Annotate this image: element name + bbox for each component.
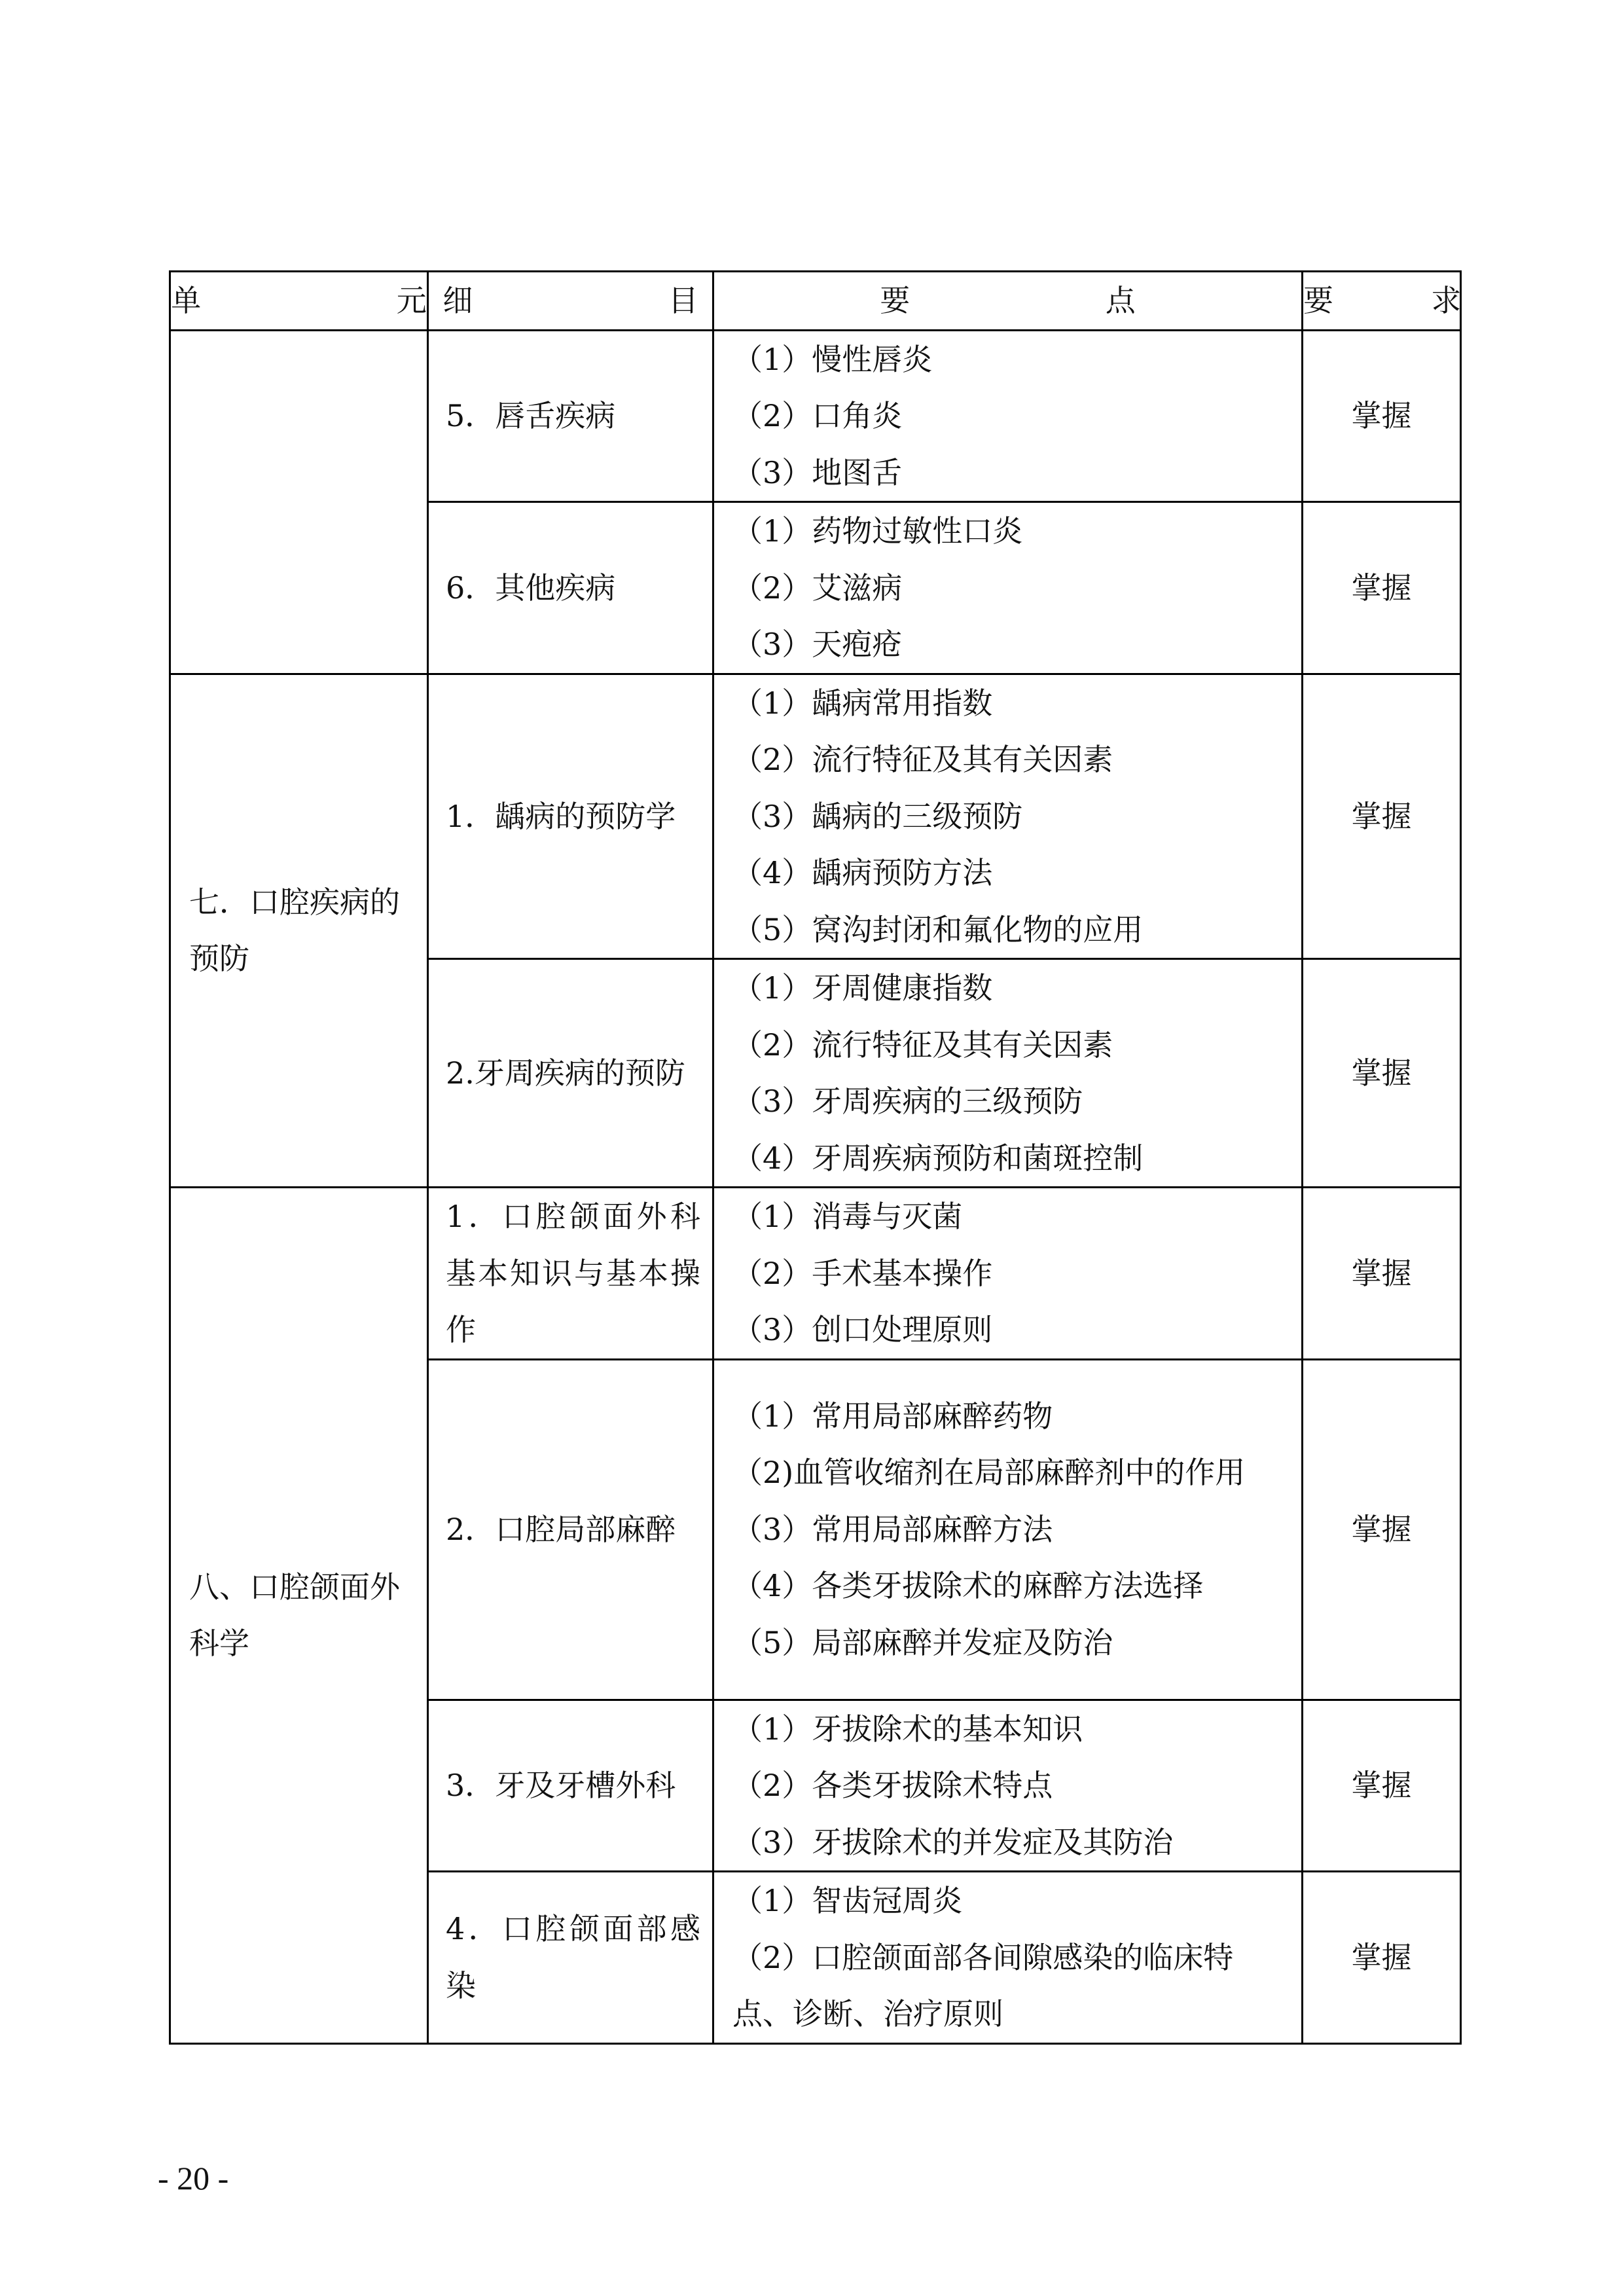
points-cell (713, 1872, 1303, 2044)
header-item: 细 目 (428, 272, 713, 331)
requirement-cell: 掌握 (1303, 1872, 1461, 2044)
item-cell: 1．龋病的预防学 (428, 674, 713, 959)
point-item: （1）消毒与灭菌 (732, 1199, 963, 1234)
item-cell: 2.牙周疾病的预防 (428, 959, 713, 1188)
points-cell (713, 1188, 1303, 1360)
point-item: （5）窝沟封闭和氟化物的应用 (732, 911, 1144, 947)
point-item: （2）口腔颌面部各间隙感染的临床特点、诊断、治疗原则 (732, 1939, 1234, 2032)
point-item: （1）常用局部麻醉药物 (732, 1398, 1053, 1434)
requirement-cell: 掌握 (1303, 959, 1461, 1188)
syllabus-table (169, 270, 1462, 2045)
point-item: （1）牙拔除术的基本知识 (732, 1711, 1083, 1747)
item-cell: 4．口腔颌面部感染 (428, 1872, 713, 2044)
point-item: （3）牙周疾病的三级预防 (732, 1084, 1083, 1119)
point-item: （5）局部麻醉并发症及防治 (732, 1624, 1113, 1660)
requirement-cell: 掌握 (1303, 330, 1461, 502)
unit-cell: 八、口腔颌面外科学 (170, 1188, 428, 2044)
table-header-row (170, 272, 1461, 331)
points-cell (713, 674, 1303, 959)
table-row (170, 674, 1461, 959)
header-requirement: 要 求 (1303, 272, 1461, 331)
point-item: （3）天疱疮 (732, 627, 903, 662)
item-cell: 6．其他疾病 (428, 502, 713, 674)
point-item: （2）各类牙拔除术特点 (732, 1768, 1053, 1803)
point-item: （2）手术基本操作 (732, 1255, 993, 1291)
point-item: （2）流行特征及其有关因素 (732, 1027, 1113, 1063)
point-item: （1）智齿冠周炎 (732, 1883, 963, 1918)
item-cell: 5．唇舌疾病 (428, 330, 713, 502)
item-cell: 3．牙及牙槽外科 (428, 1700, 713, 1872)
points-cell (713, 330, 1303, 502)
point-item: （1）慢性唇炎 (732, 341, 933, 377)
points-cell (713, 1700, 1303, 1872)
requirement-cell: 掌握 (1303, 1188, 1461, 1360)
point-item: （3）龋病的三级预防 (732, 798, 1023, 834)
point-item: （3）地图舌 (732, 454, 903, 490)
requirement-cell: 掌握 (1303, 1700, 1461, 1872)
point-item: （4）各类牙拔除术的麻醉方法选择 (732, 1568, 1204, 1604)
point-item: （2）流行特征及其有关因素 (732, 742, 1113, 777)
point-item: （1）龋病常用指数 (732, 685, 993, 721)
page-number: - 20 - (158, 2160, 229, 2196)
point-item: （3）牙拔除术的并发症及其防治 (732, 1824, 1174, 1860)
point-item: （2）艾滋病 (732, 570, 903, 606)
item-cell: 2．口腔局部麻醉 (428, 1359, 713, 1700)
point-item: （3）常用局部麻醉方法 (732, 1511, 1053, 1547)
unit-cell (170, 330, 428, 674)
points-cell (713, 1359, 1303, 1700)
header-points: 要 点 (713, 272, 1303, 331)
point-item: （2)血管收缩剂在局部麻醉剂中的作用 (732, 1455, 1246, 1491)
points-cell (713, 959, 1303, 1188)
point-item: （3）创口处理原则 (732, 1312, 993, 1347)
header-unit: 单 元 (170, 272, 428, 331)
unit-cell: 七．口腔疾病的预防 (170, 674, 428, 1188)
requirement-cell: 掌握 (1303, 1359, 1461, 1700)
requirement-cell: 掌握 (1303, 502, 1461, 674)
table-row (170, 330, 1461, 502)
point-item: （1）牙周健康指数 (732, 970, 993, 1006)
point-item: （4）牙周疾病预防和菌斑控制 (732, 1140, 1144, 1176)
item-cell: 1．口腔颌面外科基本知识与基本操作 (428, 1188, 713, 1360)
point-item: （2）口角炎 (732, 398, 903, 433)
requirement-cell: 掌握 (1303, 674, 1461, 959)
point-item: （1）药物过敏性口炎 (732, 513, 1023, 549)
table-row (170, 1188, 1461, 1360)
point-item: （4）龋病预防方法 (732, 855, 993, 890)
points-cell (713, 502, 1303, 674)
